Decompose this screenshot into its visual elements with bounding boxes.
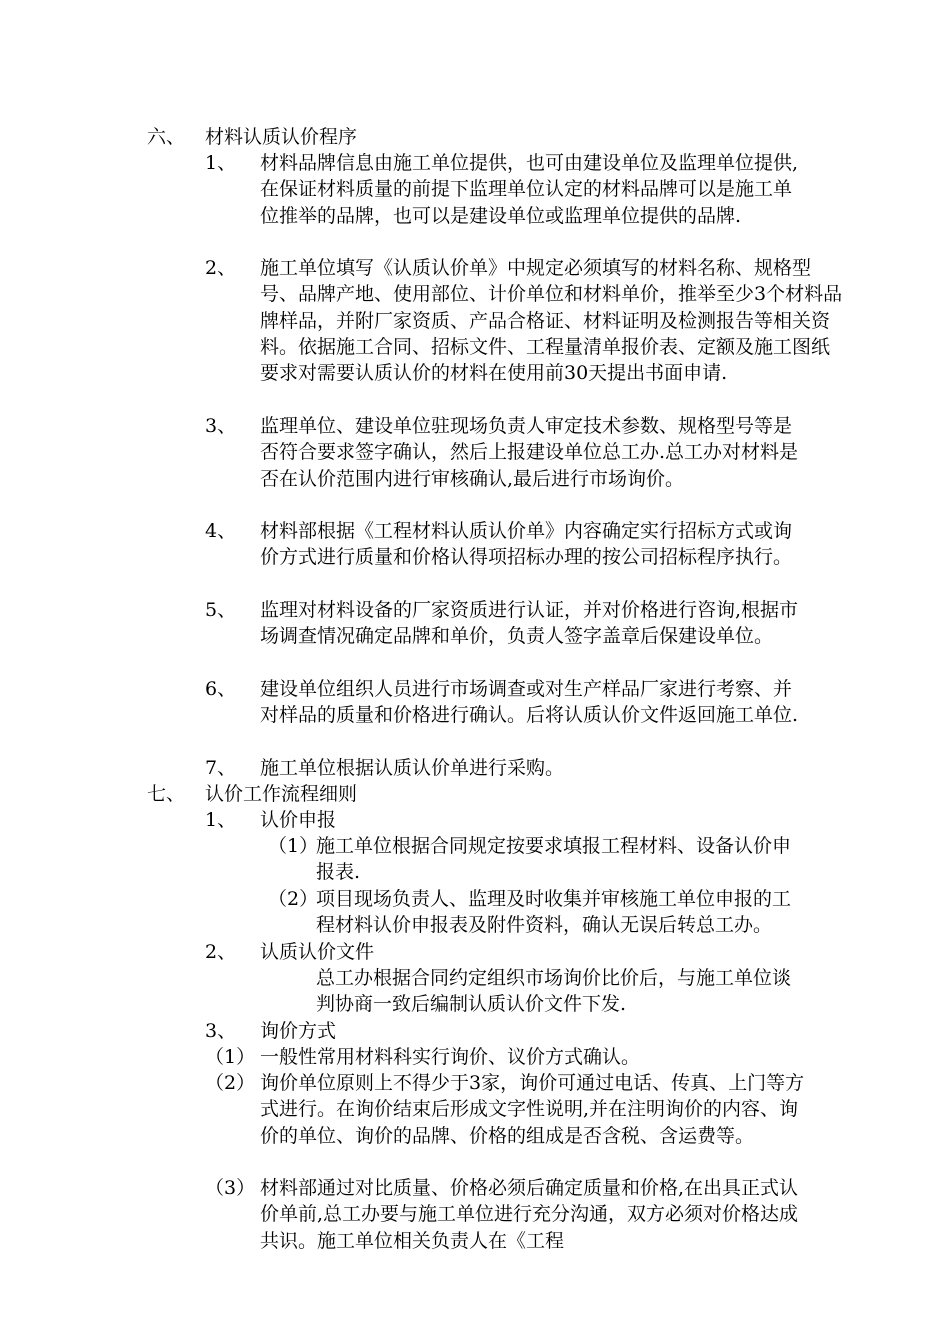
subsection-heading: 认价申报 [260, 809, 337, 831]
item-number: （2） [205, 1072, 256, 1094]
item-text: 监理对材料设备的厂家资质进行认证，并对价格进行咨询,根据市场调查情况确定品牌和单价，负责人签字盖章后保建设单位。 [260, 599, 799, 648]
item-number: 3、 [205, 415, 237, 437]
subsection-number: 2、 [205, 941, 237, 963]
item-text: 询价单位原则上不得少于3家，询价可通过电话、传真、上门等方式进行。在询价结束后形成文字性说明,并在注明询价的内容、询价的单位、询价的品牌、价格的组成是否含税、含运费等。 [260, 1072, 805, 1147]
item-number: 6、 [205, 678, 237, 700]
section-number: 七、 [147, 783, 186, 805]
item-number: 5、 [205, 599, 237, 621]
item-number: 7、 [205, 757, 237, 779]
subsection-number: 1、 [205, 809, 237, 831]
item-text: 建设单位组织人员进行市场调查或对生产样品厂家进行考察、并对样品的质量和价格进行确认。后将认质认价文件返回施工单位. [260, 678, 799, 727]
item-number: 4、 [205, 520, 237, 542]
item-number: （1） [268, 835, 319, 857]
item-text: 材料部根据《工程材料认质认价单》内容确定实行招标方式或询价方式进行质量和价格认得项招标办理的按公司招标程序执行。 [260, 520, 793, 569]
subsection-number: 3、 [205, 1020, 237, 1042]
item-number: 2、 [205, 257, 237, 279]
item-number: （1） [205, 1046, 256, 1068]
item-number: 1、 [205, 152, 237, 174]
item-text-content: 施工单位根据合同规定按要求填报工程材料、设备认价申报表. [316, 835, 792, 884]
item-text: 施工单位填写《认质认价单》中规定必须填写的材料名称、规格型号、品牌产地、使用部位、计价单位和材料单价，推举至少3个材料品牌样品，并附厂家资质、产品合格证、材料证明及检测报告等相关资料。依据施工合同、招标文件、工程量清单报价表、定额及施工图纸要求对需要认质认价的材料在使用前30天提出书面申请. [260, 257, 843, 385]
item-number: （2） [268, 888, 319, 910]
subsection-heading: 询价方式 [260, 1020, 337, 1042]
item-text: 材料部通过对比质量、价格必须后确定质量和价格,在出具正式认价单前,总工办要与施工单位进行充分沟通，双方必须对价格达成共识。施工单位相关负责人在《工程 [260, 1177, 799, 1252]
section-heading: 材料认质认价程序 [205, 126, 358, 148]
item-text: 监理单位、建设单位驻现场负责人审定技术参数、规格型号等是否符合要求签字确认，然后上报建设单位总工办.总工办对材料是否在认价范围内进行审核确认,最后进行市场询价。 [260, 415, 799, 490]
section-heading: 认价工作流程细则 [205, 783, 358, 805]
item-text: 材料品牌信息由施工单位提供，也可由建设单位及监理单位提供,在保证材料质量的前提下监理单位认定的材料品牌可以是施工单位推举的品牌，也可以是建设单位或监理单位提供的品牌. [260, 152, 799, 227]
item-text [316, 833, 796, 886]
item-text: 一般性常用材料科实行询价、议价方式确认。 [260, 1046, 641, 1068]
item-number: （3） [205, 1177, 256, 1199]
item-text: 项目现场负责人、监理及时收集并审核施工单位申报的工程材料认价申报表及附件资料，确认无误后转总工办。 [316, 888, 792, 937]
subsection-text: 总工办根据合同约定组织市场询价比价后，与施工单位谈判协商一致后编制认质认价文件下发. [316, 967, 792, 1016]
subsection-heading: 认质认价文件 [260, 941, 375, 963]
section-number: 六、 [147, 126, 186, 148]
item-text: 施工单位根据认质认价单进行采购。 [260, 757, 565, 779]
